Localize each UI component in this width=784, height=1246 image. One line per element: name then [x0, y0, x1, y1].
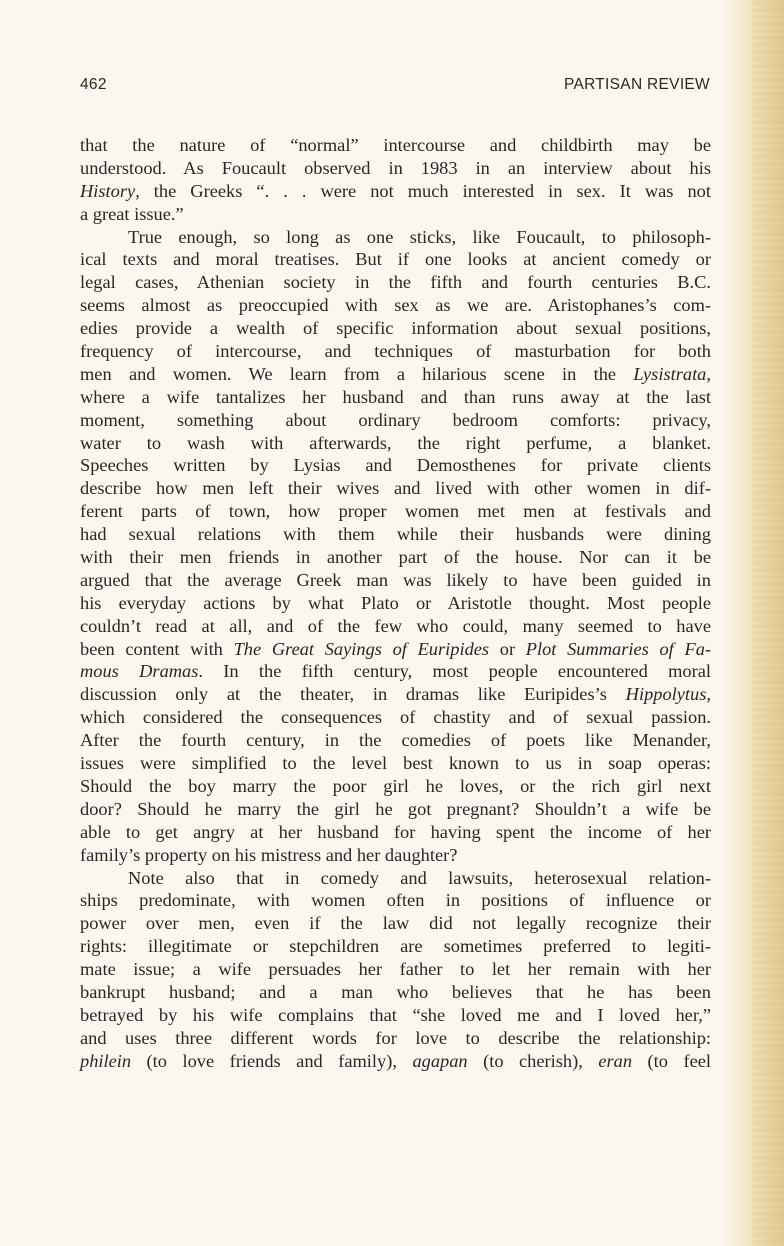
text-line: moment, something about ordinary bedroom comforts: privacy, — [80, 409, 711, 430]
text-line: Note also that in comedy and lawsuits, heterosexual relation- — [128, 867, 711, 888]
text-line: mous Dramas. In the fifth century, most people encountered moral — [80, 661, 711, 682]
text-line: with their men friends in another part of the house. Nor can it be — [80, 547, 711, 568]
italic-title: Plot Summaries of Fa- — [525, 638, 712, 659]
text-line: legal cases, Athenian society in the fifth and fourth centuries B.C. — [80, 272, 711, 293]
text-line: which considered the consequences of chastity and of sexual passion. — [80, 707, 711, 728]
italic-title: History — [80, 180, 136, 201]
text-line: ferent parts of town, how proper women met men at festivals and — [80, 501, 711, 522]
text-line: bankrupt husband; and a man who believes that he has been — [80, 981, 711, 1002]
italic-title: Lysistrata — [633, 363, 707, 384]
text-line: History, the Greeks “. . . were not much interested in sex. It was not — [80, 180, 711, 201]
text-line: edies provide a wealth of specific information about sexual positions, — [80, 318, 711, 339]
page-header — [80, 76, 710, 100]
text-line: couldn’t read at all, and of the few who could, many seemed to have — [80, 615, 711, 636]
italic-title: Hippolytus — [625, 684, 707, 705]
body-text — [80, 134, 711, 1073]
text-line: True enough, so long as one sticks, like Foucault, to philosoph- — [128, 226, 711, 247]
text-line: able to get angry at her husband for having spent the income of her — [80, 821, 711, 842]
text-line: argued that the average Greek man was likely to have been guided in — [80, 569, 711, 590]
text-line: describe how men left their wives and lived with other women in dif- — [80, 478, 711, 499]
text-line: Should the boy marry the poor girl he loves, or the rich girl next — [80, 775, 711, 796]
text-line: door? Should he marry the girl he got pregnant? Shouldn’t a wife be — [80, 798, 711, 819]
text-line: discussion only at the theater, in dramas like Euripides’s Hippolytus, — [80, 684, 711, 705]
text-line: his everyday actions by what Plato or Aristotle thought. Most people — [80, 592, 711, 613]
text-line: family’s property on his mistress and her daughter? — [80, 844, 458, 865]
text-line: been content with The Great Sayings of Euripides or Plot Summaries of Fa- — [80, 638, 712, 659]
italic-term: eran — [598, 1050, 633, 1071]
italic-term: agapan — [412, 1050, 468, 1071]
text-line: had sexual relations with them while their husbands were dining — [80, 524, 711, 545]
italic-title: mous Dramas — [80, 661, 199, 682]
text-line: philein (to love friends and family), agapan (to cherish), eran (to feel — [80, 1050, 712, 1071]
text-line: rights: illegitimate or stepchildren are sometimes preferred to legiti- — [80, 936, 711, 957]
text-line: betrayed by his wife complains that “she loved me and I loved her,” — [80, 1004, 711, 1025]
text-line: where a wife tantalizes her husband and than runs away at the last — [80, 386, 711, 407]
page-edge-shadow — [752, 0, 784, 1246]
text-line: understood. As Foucault observed in 1983 in an interview about his — [80, 157, 711, 178]
text-line: ships predominate, with women often in positions of influence or — [80, 890, 711, 911]
text-line: mate issue; a wife persuades her father to let her remain with her — [80, 959, 711, 980]
page-number: 462 — [80, 76, 107, 93]
text-line: a great issue.” — [80, 203, 184, 224]
text-line: Speeches written by Lysias and Demosthenes for private clients — [80, 455, 711, 476]
running-head: PARTISAN REVIEW — [563, 76, 710, 93]
text-line: power over men, even if the law did not legally recognize their — [80, 913, 711, 934]
italic-title: The Great Sayings of Euripides — [233, 638, 490, 659]
text-line: frequency of intercourse, and techniques of masturbation for both — [80, 341, 711, 362]
text-line: water to wash with afterwards, the right perfume, a blanket. — [80, 432, 711, 453]
text-line: seems almost as preoccupied with sex as we are. Aristophanes’s com- — [80, 295, 711, 316]
text-line: ical texts and moral treatises. But if one looks at ancient comedy or — [80, 249, 711, 270]
text-line: issues were simplified to the level best known to us in soap operas: — [80, 753, 711, 774]
italic-term: philein — [80, 1050, 132, 1071]
text-line: and uses three different words for love to describe the relationship: — [80, 1027, 711, 1048]
text-line: men and women. We learn from a hilarious scene in the Lysistrata, — [80, 363, 711, 384]
text-line: that the nature of “normal” intercourse and childbirth may be — [80, 135, 711, 155]
text-line: After the fourth century, in the comedies of poets like Menander, — [80, 730, 711, 751]
